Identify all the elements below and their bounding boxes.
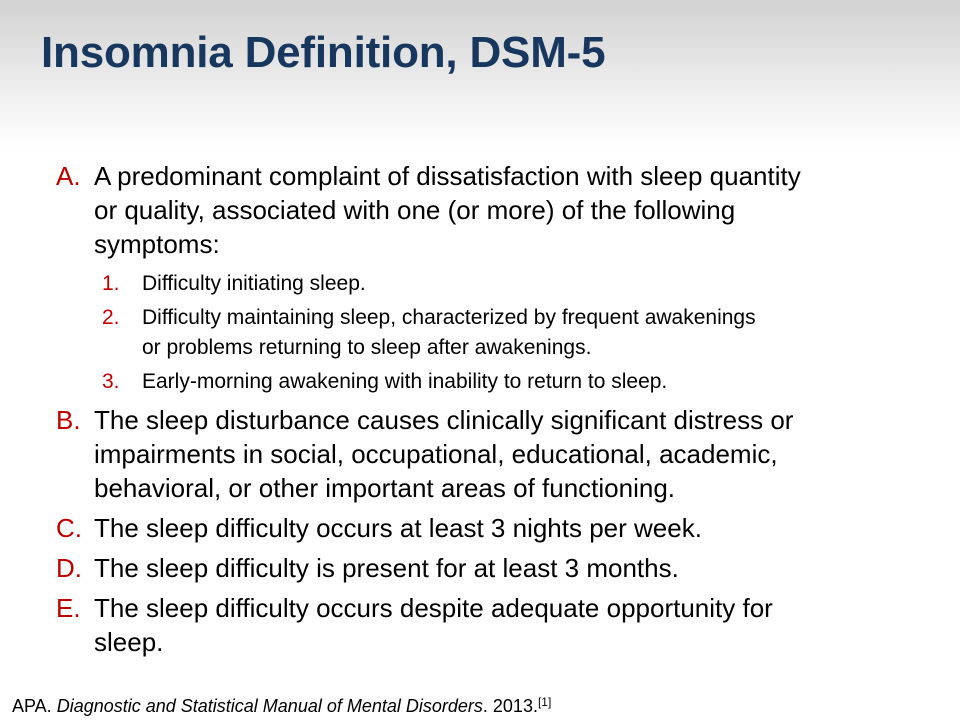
criterion-a: [56, 159, 916, 261]
citation-year: . 2013.: [482, 696, 538, 716]
criterion-text: The sleep difficulty is present for at least 3 months.: [94, 553, 679, 583]
symptom-marker: 3.: [102, 370, 120, 393]
criterion-marker: D.: [56, 553, 82, 583]
symptom-text: Difficulty initiating sleep.: [142, 272, 366, 295]
symptom-marker: 2.: [102, 306, 120, 329]
symptom-item-1: [102, 269, 916, 299]
criterion-b: [56, 403, 916, 505]
criterion-marker: B.: [56, 405, 81, 435]
symptom-item-2: [102, 303, 916, 363]
citation-footer: [12, 690, 551, 718]
criterion-text: The sleep difficulty occurs despite adequate opportunity for sleep.: [94, 593, 773, 657]
criterion-d: [56, 551, 916, 585]
citation-work-title: Diagnostic and Statistical Manual of Mental Disorders: [56, 696, 483, 716]
criterion-text: The sleep difficulty occurs at least 3 nights per week.: [94, 513, 702, 543]
symptom-list: [102, 269, 916, 397]
criterion-c: [56, 511, 916, 545]
symptom-marker: 1.: [102, 272, 120, 295]
symptom-item-3: [102, 367, 916, 397]
symptom-text: Difficulty maintaining sleep, characterized by frequent awakenings or problems returning to sleep after awakenings.: [142, 306, 756, 359]
criterion-marker: E.: [56, 593, 81, 623]
criterion-text: The sleep disturbance causes clinically significant distress or impairments in social, occupational, educational, academic, behavioral, or other important areas of functioning.: [94, 405, 794, 503]
criteria-list: [56, 159, 916, 659]
slide-title: Insomnia Definition, DSM-5: [41, 28, 606, 77]
criterion-marker: A.: [56, 161, 81, 191]
symptom-text: Early-morning awakening with inability to return to sleep.: [142, 370, 668, 393]
citation-reference: [1]: [537, 695, 552, 709]
criterion-marker: C.: [56, 513, 82, 543]
criterion-e: [56, 591, 916, 659]
citation-author: APA.: [12, 696, 52, 716]
criterion-text: A predominant complaint of dissatisfaction with sleep quantity or quality, associated with one (or more) of the following symptoms:: [94, 161, 801, 259]
